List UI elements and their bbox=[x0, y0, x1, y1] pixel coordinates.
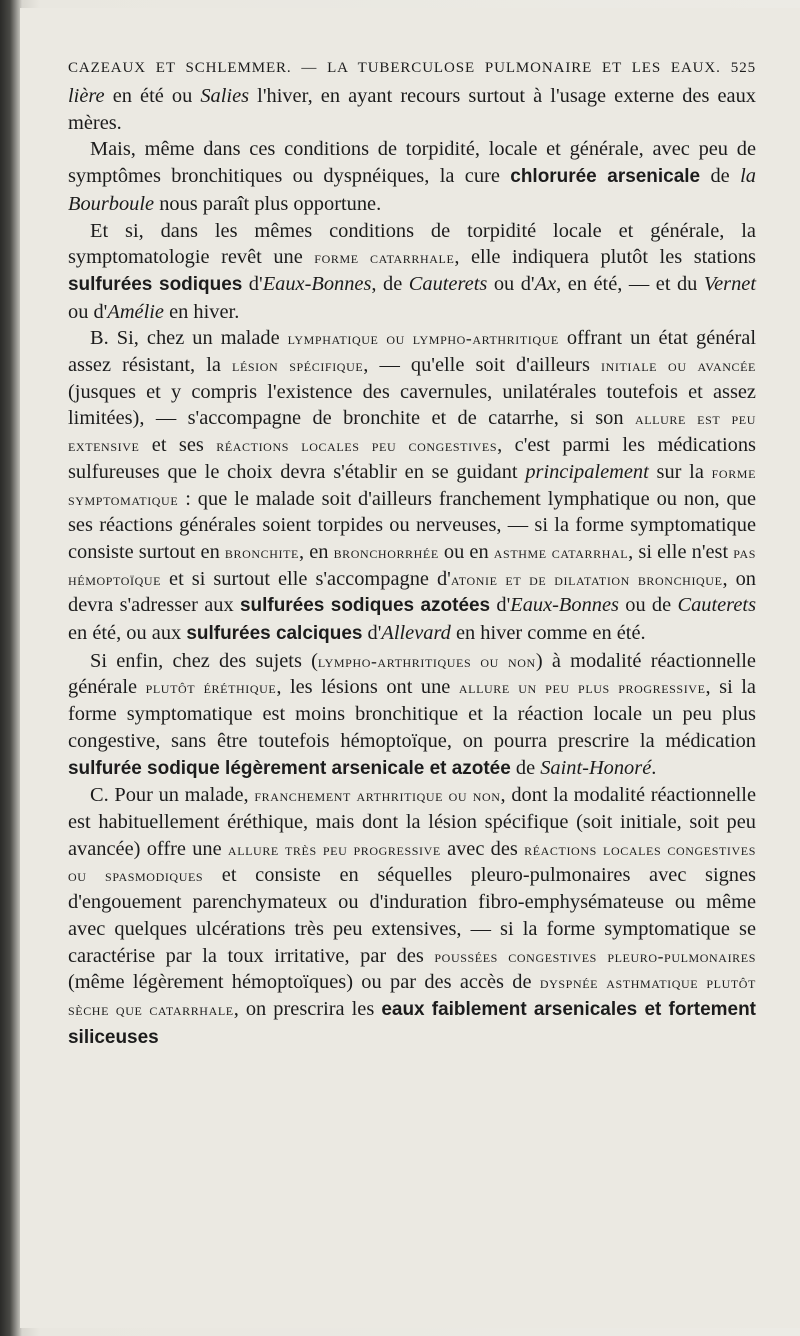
text-run: , de bbox=[371, 272, 409, 295]
text-run: initiale ou avancée bbox=[600, 355, 756, 376]
paragraph-5 bbox=[68, 782, 756, 1051]
text-run: Saint-Honoré bbox=[540, 756, 652, 779]
page-number: 525 bbox=[730, 60, 756, 76]
text-run: lymphatique ou lympho-arthritique bbox=[287, 328, 559, 349]
text-run: , si elle n'est bbox=[628, 540, 734, 563]
text-run: d' bbox=[362, 622, 382, 645]
text-block bbox=[68, 60, 756, 1051]
text-run: d' bbox=[490, 594, 511, 617]
text-run: , dont la modalité réactionnelle est habituellement éréthique, mais dont la lésion spécifique (soit initiale, soit peu avancée) offre une bbox=[68, 784, 757, 860]
book-page bbox=[20, 8, 800, 1328]
text-run: . bbox=[651, 756, 657, 779]
text-run: bronchorrhée bbox=[333, 541, 439, 562]
text-run: , en été, — et du bbox=[556, 272, 704, 295]
text-run: forme symptomatique bbox=[68, 461, 756, 509]
body-text bbox=[68, 83, 756, 1051]
text-run: , en bbox=[299, 540, 334, 563]
text-run: en été, ou aux bbox=[68, 622, 187, 645]
text-run: poussées congestives pleuro-pulmonaires bbox=[434, 945, 756, 966]
text-run: Cauterets bbox=[677, 594, 757, 617]
text-run: bronchite bbox=[224, 541, 299, 562]
text-run: C. Pour un malade, bbox=[90, 784, 255, 807]
text-run: d' bbox=[242, 272, 263, 295]
text-run: en été ou bbox=[104, 85, 201, 107]
text-run: sur la bbox=[648, 460, 712, 483]
text-run: en hiver. bbox=[163, 300, 240, 323]
text-run: nous paraît plus opportune. bbox=[154, 192, 382, 215]
text-run: B. Si, chez un malade bbox=[90, 327, 288, 350]
text-run: de bbox=[700, 165, 741, 188]
text-run: allure un peu plus progressive bbox=[458, 677, 706, 698]
text-run: réactions locales peu congestives bbox=[216, 435, 498, 456]
text-run: allure très peu progressive bbox=[227, 838, 441, 859]
text-run: Si enfin, chez des sujets ( bbox=[90, 649, 318, 672]
text-run: ou de bbox=[618, 594, 678, 617]
text-run: Amélie bbox=[107, 300, 164, 323]
text-run: l'hiver, en ayant recours surtout à l'usage externe des eaux mères. bbox=[68, 85, 756, 134]
text-run: principalement bbox=[525, 460, 649, 483]
text-run: , on devra s'adresser aux bbox=[68, 567, 756, 617]
text-run: lière bbox=[68, 85, 105, 107]
text-run: la Bourboule bbox=[68, 165, 756, 215]
text-run: franchement arthritique ou non bbox=[254, 785, 501, 806]
text-run: atonie et de dilatation bronchique bbox=[450, 568, 723, 589]
text-run: dyspnée asthmatique plutôt sèche que catarrhale bbox=[68, 972, 756, 1019]
text-run: , c'est parmi les médications sulfureuses que le choix devra s'établir en se guidant bbox=[68, 434, 756, 483]
text-run: Eaux-Bonnes bbox=[262, 272, 372, 295]
text-run: ) à modalité réactionnelle générale bbox=[68, 649, 756, 699]
text-run: , si la forme symptomatique est moins bronchitique et la réaction locale un peu plus congestive, sans être toutefois hémoptoïque, on pourra prescrire la médication bbox=[68, 676, 756, 752]
text-run: asthme catarrhal bbox=[493, 541, 629, 562]
text-run: en hiver comme en été. bbox=[450, 622, 646, 645]
text-run: et si surtout elle s'accompagne d' bbox=[161, 567, 451, 590]
text-run: sulfurées calciques bbox=[186, 623, 363, 645]
text-run: sulfurées sodiques azotées bbox=[239, 595, 491, 617]
text-run: (jusques et y compris l'existence des cavernules, unilatérales toutefois et assez limitées), — s'accompagne de bronchite et de catarrhe, si son bbox=[68, 380, 756, 430]
text-run: , elle indiquera plutôt les stations bbox=[454, 246, 756, 269]
text-run: chlorurée arsenicale bbox=[510, 166, 701, 188]
text-run: ou d' bbox=[68, 300, 108, 323]
text-run: lésion spécifique bbox=[232, 355, 364, 376]
text-run: Allevard bbox=[381, 622, 451, 645]
text-run: Eaux-Bonnes bbox=[510, 594, 619, 617]
running-head bbox=[68, 60, 756, 77]
paragraph-0 bbox=[68, 83, 756, 136]
text-run: , on prescrira les bbox=[233, 997, 382, 1020]
paragraph-4 bbox=[68, 648, 756, 783]
text-run: allure est peu extensive bbox=[68, 408, 756, 456]
text-run: (même légèrement hémoptoïques) ou par des accès de bbox=[68, 971, 540, 994]
text-run: sulfurées sodiques bbox=[68, 273, 243, 295]
text-run: lympho-arthritiques ou non bbox=[317, 650, 536, 671]
text-run: réactions locales congestives ou spasmodiques bbox=[68, 838, 756, 886]
text-run: forme catarrhale bbox=[314, 247, 455, 268]
text-run: ou en bbox=[438, 540, 494, 563]
text-run: pas hémoptoïque bbox=[68, 541, 756, 589]
text-run: , — qu'elle soit d'ailleurs bbox=[363, 354, 601, 377]
text-run: Et si, dans les mêmes conditions de torpidité locale et générale, la symptomatologie revêt une bbox=[68, 219, 756, 269]
text-run: plutôt éréthique bbox=[145, 677, 277, 698]
paragraph-3 bbox=[68, 325, 756, 647]
text-run: , les lésions ont une bbox=[276, 676, 459, 699]
text-run: Vernet bbox=[703, 272, 756, 295]
text-run: sulfurée sodique légèrement arsenicale et azotée bbox=[68, 757, 511, 779]
text-run: et ses bbox=[139, 434, 217, 457]
text-run: Ax bbox=[534, 272, 557, 295]
text-run: eaux faiblement arsenicales et fortement siliceuses bbox=[68, 998, 756, 1048]
text-run: : que le malade soit d'ailleurs franchement lymphatique ou non, que ses réactions générales soient torpides ou nerveuses, — si la forme symptomatique consiste surtout en bbox=[68, 487, 756, 563]
paragraph-1 bbox=[68, 136, 756, 217]
running-head-title: CAZEAUX ET SCHLEMMER. — LA TUBERCULOSE PULMONAIRE ET LES EAUX. bbox=[68, 60, 721, 76]
text-run: et consiste en séquelles pleuro-pulmonaires avec signes d'engouement parenchymateux ou d'induration fibro-emphysémateuse ou même avec quelques ulcérations très peu extensives, — si la forme symptomatique se caractérise par la toux irritative, par des bbox=[68, 864, 756, 967]
text-run: de bbox=[510, 756, 541, 779]
text-run: Mais, même dans ces conditions de torpidité, locale et générale, avec peu de symptômes bronchitiques ou dyspnéiques, la cure bbox=[68, 138, 756, 188]
text-run: ou d' bbox=[487, 272, 535, 295]
text-run: Cauterets bbox=[408, 272, 488, 295]
text-run: avec des bbox=[440, 837, 525, 860]
text-run: offrant un état général assez résistant, la bbox=[68, 327, 756, 377]
text-run: Salies bbox=[200, 85, 250, 107]
paragraph-2 bbox=[68, 218, 756, 326]
